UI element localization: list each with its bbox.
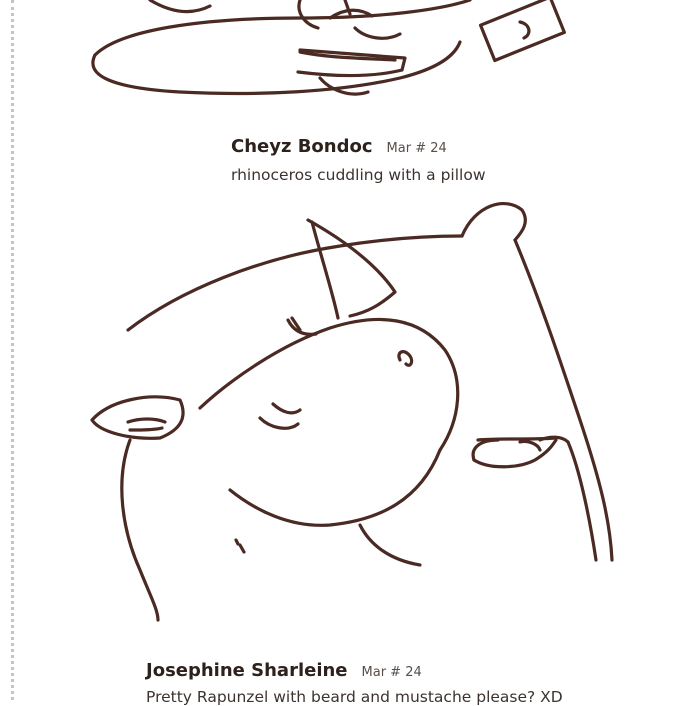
author-name[interactable]: Cheyz Bondoc (231, 136, 373, 157)
post-caption: rhinoceros cuddling with a pillow (231, 166, 486, 184)
author-name[interactable]: Josephine Sharleine (146, 660, 348, 681)
post-header (146, 660, 422, 681)
post-date: Mar # 24 (386, 141, 447, 156)
post-caption: Pretty Rapunzel with beard and mustache please? XD (146, 688, 563, 706)
post-date: Mar # 24 (361, 665, 422, 680)
